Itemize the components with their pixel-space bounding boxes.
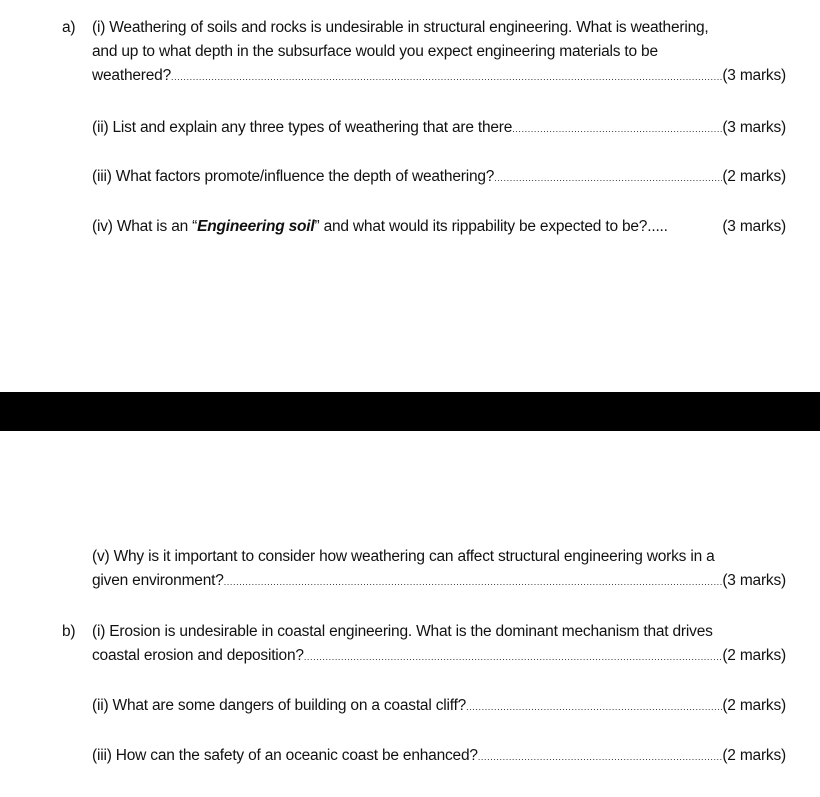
question-a-iii-text: (iii) What factors promote/influence the depth of weathering? bbox=[92, 168, 495, 185]
engineering-soil-term: Engineering soil bbox=[197, 218, 315, 235]
question-a-i-line-1: (i) Weathering of soils and rocks is undesirable in structural engineering. What is weathering, bbox=[92, 19, 709, 36]
question-b-iii-line bbox=[92, 744, 786, 768]
question-a-ii-text: (ii) List and explain any three types of weathering that are there bbox=[92, 119, 513, 136]
question-a-iv-text-before: (iv) What is an “ bbox=[92, 218, 198, 235]
question-a-v-line-1: (v) Why is it important to consider how weathering can affect structural engineering works in a bbox=[92, 548, 715, 565]
part-a-label: a) bbox=[62, 19, 76, 36]
question-a-i bbox=[92, 16, 786, 88]
answer-leader-dots bbox=[466, 695, 722, 719]
question-b-iii-text: (iii) How can the safety of an oceanic coast be enhanced? bbox=[92, 747, 478, 764]
marks-label: (2 marks) bbox=[722, 697, 786, 714]
question-a-v bbox=[92, 545, 786, 593]
part-b-label: b) bbox=[62, 623, 76, 640]
marks-label: (2 marks) bbox=[722, 747, 786, 764]
question-a-i-line-3 bbox=[92, 64, 786, 88]
marks-label: (2 marks) bbox=[722, 647, 786, 664]
question-a-iv-text bbox=[92, 215, 668, 239]
answer-leader-dots bbox=[494, 166, 722, 190]
question-b-i bbox=[92, 620, 786, 668]
answer-leader-dots bbox=[304, 645, 723, 669]
answer-leader-dots bbox=[171, 65, 722, 89]
marks-label: (2 marks) bbox=[722, 168, 786, 185]
marks-label: (3 marks) bbox=[722, 119, 786, 136]
question-b-i-line-2-text: coastal erosion and deposition? bbox=[92, 647, 304, 664]
question-a-ii bbox=[92, 116, 786, 140]
question-a-iii-line bbox=[92, 165, 786, 189]
question-b-i-line-2 bbox=[92, 644, 786, 668]
question-a-iv-text-after: ” and what would its rippability be expected to be?..... bbox=[314, 218, 668, 235]
page-bottom-section bbox=[0, 431, 820, 797]
question-b-i-line-1: (i) Erosion is undesirable in coastal engineering. What is the dominant mechanism that drives bbox=[92, 623, 713, 640]
question-a-iii bbox=[92, 165, 786, 189]
answer-leader-dots bbox=[512, 117, 722, 141]
marks-label: (3 marks) bbox=[722, 218, 786, 235]
question-a-i-line-2: and up to what depth in the subsurface would you expect engineering materials to be bbox=[92, 43, 658, 60]
question-b-iii bbox=[92, 744, 786, 768]
question-b-ii-line bbox=[92, 694, 786, 718]
question-b-ii-text: (ii) What are some dangers of building on a coastal cliff? bbox=[92, 697, 467, 714]
answer-leader-dots bbox=[224, 570, 723, 594]
question-a-v-line-2-text: given environment? bbox=[92, 572, 224, 589]
page-top-section bbox=[0, 0, 820, 392]
marks-label: (3 marks) bbox=[722, 67, 786, 84]
question-a-iv bbox=[92, 215, 786, 239]
question-a-iv-line bbox=[92, 215, 786, 239]
question-a-ii-line bbox=[92, 116, 786, 140]
question-b-ii bbox=[92, 694, 786, 718]
marks-label: (3 marks) bbox=[722, 572, 786, 589]
question-a-i-line-3-text: weathered? bbox=[92, 67, 172, 84]
answer-leader-dots bbox=[478, 745, 723, 769]
black-separator-bar bbox=[0, 392, 820, 431]
question-a-v-line-2 bbox=[92, 569, 786, 593]
